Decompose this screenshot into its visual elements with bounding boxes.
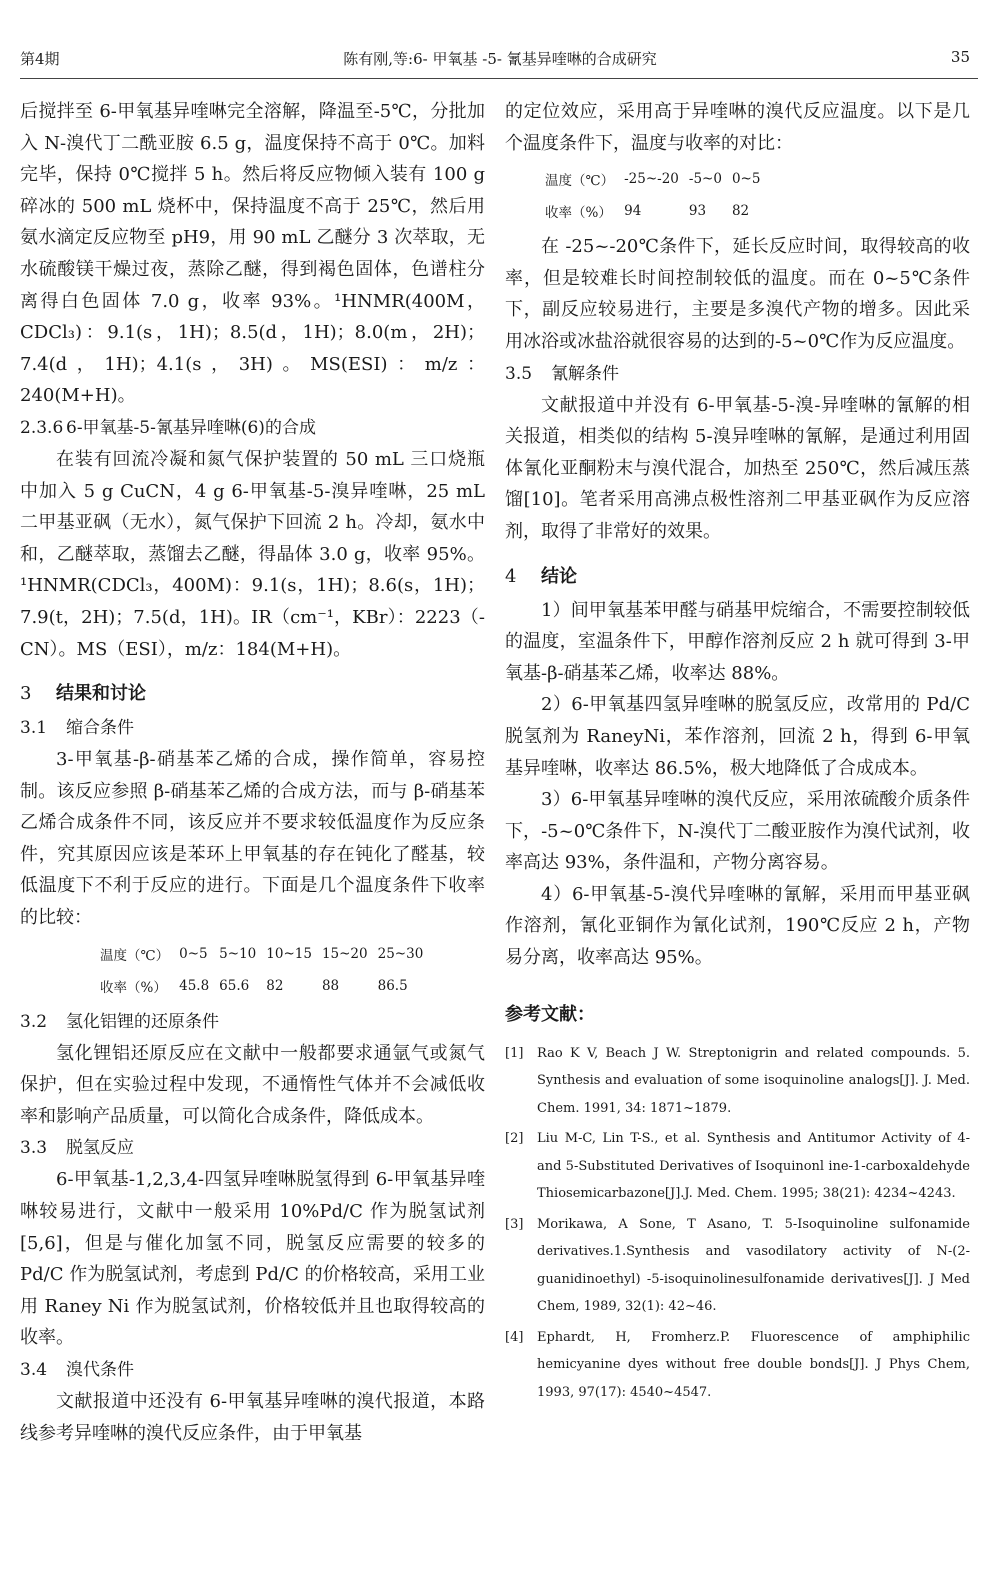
reference-text: Liu M-C, Lin T-S., et al. Synthesis and Antitumor Activity of 4- and 5-Substituted Derivatives of Isoquinonl ine-1-carboxaldehyde Thiosemicarbazone[J].J. Med. Chem. 1995; 38(21): 4234~4243. — [537, 1131, 970, 1202]
section-title: 溴代条件 — [66, 1360, 134, 1380]
paragraph: 3-甲氧基-β-硝基苯乙烯的合成，操作简单，容易控制。该反应参照 β-硝基苯乙烯的合成方法，而与 β-硝基苯乙烯合成条件不同，该反应并不要求较低温度作为反应条件，究其原因应该是苯环上甲氧基的存在钝化了醛基，较低温度下不利于反应的进行。下面是几个温度条件下收率的比较： — [20, 749, 485, 929]
section-heading-3-3 — [20, 1132, 485, 1164]
table-row — [545, 195, 770, 227]
reference-number: [3] — [505, 1216, 524, 1232]
reference-item — [505, 1125, 970, 1208]
reference-item — [505, 1324, 970, 1407]
paragraph: 在装有回流冷凝和氮气保护装置的 50 mL 三口烧瓶中加入 5 g CuCN，4 g 6-甲氧基-5-溴异喹啉，25 mL 二甲基亚砜（无水），氮气保护下回流 2 h。冷却，氨水中和，乙醚萃取，蒸馏去乙醚，得晶体 3.0 g，收率 95%。¹HNMR(CDCl₃，400M)：9.1(s，1H)；8.6(s，1H)；7.9(t，2H)；7.5(d，1H)。IR（cm⁻¹，KBr）：2223（-CN）。MS（ESI），m/z：184(M+H)。 — [20, 448, 485, 660]
left-column — [20, 96, 485, 1449]
reference-number: [1] — [505, 1045, 524, 1061]
table-cell: 0~5 — [179, 945, 208, 962]
table-cell: 93 — [688, 203, 707, 220]
paragraph: 后搅拌至 6-甲氧基异喹啉完全溶解，降温至-5℃，分批加入 N-溴代丁二酰亚胺 6.5 g，温度保持不高于 0℃。加料完毕，保持 0℃搅拌 5 h。然后将反应物倾入装有 100 g 碎冰的 500 mL 烧杯中，保持温度不高于 25℃，然后用氨水滴定反应物至 pH9，用 90 mL 乙醚分 3 次萃取，无水硫酸镁干燥过夜，蒸除乙醚，得到褐色固体，色谱柱分离得白色固体 7.0 g，收率 93%。¹HNMR(400M，CDCl₃)：9.1(s，1H)；8.5(d，1H)；8.0(m，2H)；7.4(d，1H)；4.1(s，3H)。MS(ESI)：m/z：240(M+H)。 — [20, 101, 485, 407]
table-cell: 86.5 — [377, 977, 408, 994]
section-heading-3-1 — [20, 712, 485, 744]
header-rule — [20, 78, 978, 79]
section-number: 3 — [20, 683, 32, 705]
section-title: 氢化铝锂的还原条件 — [66, 1011, 219, 1032]
section-heading-4 — [505, 560, 970, 593]
paragraph: 文献报道中并没有 6-甲氧基-5-溴-异喹啉的氰解的相关报道，相类似的结构 5-溴异喹啉的氰解，是通过利用固体氰化亚酮粉末与溴代混合，加热至 250℃，然后减压蒸馏[10]。笔者采用高沸点极性溶剂二甲基亚砜作为反应溶剂，取得了非常好的效果。 — [505, 394, 970, 542]
table-cell: 82 — [731, 203, 750, 220]
table-cell: 45.8 — [179, 977, 210, 994]
conclusion-item-4: 4）6-甲氧基-5-溴代异喹啉的氰解，采用而甲基亚砜作溶剂，氰化亚铜作为氰化试剂，190℃反应 2 h，产物易分离，收率高达 95%。 — [505, 883, 970, 969]
table-cell: 94 — [624, 203, 642, 220]
row-label: 收率（%） — [100, 979, 167, 996]
section-heading-3-4 — [20, 1354, 485, 1386]
reference-number: [2] — [505, 1131, 524, 1147]
section-heading-3-2 — [20, 1006, 485, 1038]
reference-item — [505, 1211, 970, 1321]
table-cell: 10~15 — [266, 945, 312, 962]
table-row — [545, 163, 770, 195]
row-label: 收率（%） — [545, 205, 612, 222]
table-cell: -25~-20 — [624, 171, 679, 188]
conclusion-item-1: 1）间甲氧基苯甲醛与硝基甲烷缩合，不需要控制较低的温度，室温条件下，甲醇作溶剂反应 2 h 就可得到 3-甲氧基-β-硝基苯乙烯，收率达 88%。 — [505, 599, 970, 684]
right-column — [505, 96, 970, 1409]
table-cell: 82 — [266, 977, 284, 994]
section-number: 3.4 — [20, 1360, 48, 1380]
paragraph: 6-甲氧基-1,2,3,4-四氢异喹啉脱氢得到 6-甲氧基异喹啉较易进行，文献中一般采用 10%Pd/C 作为脱氢试剂[5,6]，但是与催化加氢不同，脱氢反应需要的较多的 Pd/C 作为脱氢试剂，考虑到 Pd/C 的价格较高，采用工业用 Raney Ni 作为脱氢试剂，价格较低并且也取得较高的收率。 — [20, 1169, 485, 1349]
table-cell: -5~0 — [688, 171, 722, 188]
table-cell: 0~5 — [731, 171, 761, 188]
table-cell: 15~20 — [321, 945, 368, 962]
paragraph: 氢化锂铝还原反应在文献中一般都要求通氩气或氮气保护，但在实验过程中发现，不通惰性气体并不会减低收率和影响产品质量，可以简化合成条件，降低成本。 — [20, 1042, 485, 1127]
section-heading-2-3-6 — [20, 412, 485, 444]
page-header — [20, 48, 980, 78]
reference-item — [505, 1040, 970, 1123]
paragraph: 在 -25~-20℃条件下，延长反应时间，取得较高的收率，但是较难长时间控制较低的温度。而在 0~5℃条件下，副反应较易进行，主要是多溴代产物的增多。因此采用冰浴或冰盐浴就很容易的达到的-5~0℃作为反应温度。 — [505, 236, 970, 352]
table-row — [100, 938, 433, 970]
issue-number: 第4期 — [20, 50, 60, 68]
table-cell: 5~10 — [219, 945, 257, 962]
reference-text: Rao K V, Beach J W. Streptonigrin and related compounds. 5. Synthesis and evaluation of some isoquinoline analogs[J]. J. Med. Chem. 1991, 34: 1871~1879. — [537, 1045, 970, 1116]
section-heading-3 — [20, 677, 485, 710]
table-row — [100, 970, 433, 1002]
paragraph: 文献报道中还没有 6-甲氧基异喹啉的溴代报道，本路线参考异喹啉的溴代反应条件，由于甲氧基 — [20, 1391, 485, 1444]
section-title: 脱氢反应 — [66, 1138, 134, 1159]
table-cell: 65.6 — [219, 977, 250, 994]
reference-number: [4] — [505, 1329, 524, 1345]
section-heading-3-5 — [505, 358, 970, 390]
table-cell: 25~30 — [377, 945, 424, 962]
reference-text: Ephardt, H, Fromherz.P. Fluorescence of amphiphilic hemicyanine dyes without free double bonds[J]. J Phys Chem, 1993, 97(17): 4540~4547. — [537, 1329, 970, 1400]
paragraph: 的定位效应，采用高于异喹啉的溴代反应温度。以下是几个温度条件下，温度与收率的对比： — [505, 101, 970, 154]
section-title: 结果和讨论 — [56, 683, 146, 705]
row-label: 温度（℃） — [100, 947, 170, 964]
section-number: 3.3 — [20, 1138, 48, 1159]
temperature-yield-table-2 — [545, 163, 770, 227]
table-cell: 88 — [321, 977, 340, 994]
section-number: 3.5 — [505, 363, 533, 384]
section-number: 3.1 — [20, 718, 48, 739]
section-title: 氰解条件 — [551, 363, 619, 384]
section-number: 3.2 — [20, 1011, 48, 1032]
section-title: 结论 — [541, 565, 577, 587]
section-title: 6-甲氧基-5-氰基异喹啉(6)的合成 — [66, 417, 316, 438]
section-number: 4 — [505, 565, 517, 587]
conclusion-item-3: 3）6-甲氧基异喹啉的溴代反应，采用浓硫酸介质条件下，-5~0℃条件下，N-溴代丁二酸亚胺作为溴代试剂，收率高达 93%，条件温和，产物分离容易。 — [505, 789, 970, 874]
reference-text: Morikawa, A Sone, T Asano, T. 5-Isoquinoline sulfonamide derivatives.1.Synthesis and vasodilatory activity of N-(2-guanidinoethyl) -5-isoquinolinesulfonamide derivatives[J]. J Med Chem, 1989, 32(1): 42~46. — [537, 1216, 970, 1315]
page-number: 35 — [950, 48, 970, 66]
references-title: 参考文献： — [505, 1003, 595, 1025]
temperature-yield-table-1 — [100, 938, 433, 1002]
row-label: 温度（℃） — [545, 173, 615, 190]
section-number: 2.3.6 — [20, 417, 64, 438]
section-title: 缩合条件 — [66, 718, 134, 739]
running-title: 陈有刚,等:6- 甲氧基 -5- 氰基异喹啉的合成研究 — [343, 50, 657, 68]
conclusion-item-2: 2）6-甲氧基四氢异喹啉的脱氢反应，改常用的 Pd/C 脱氢剂为 RaneyNi，苯作溶剂，回流 2 h，得到 6-甲氧基异喹啉，收率达 86.5%，极大地降低了合成成本。 — [505, 694, 970, 779]
